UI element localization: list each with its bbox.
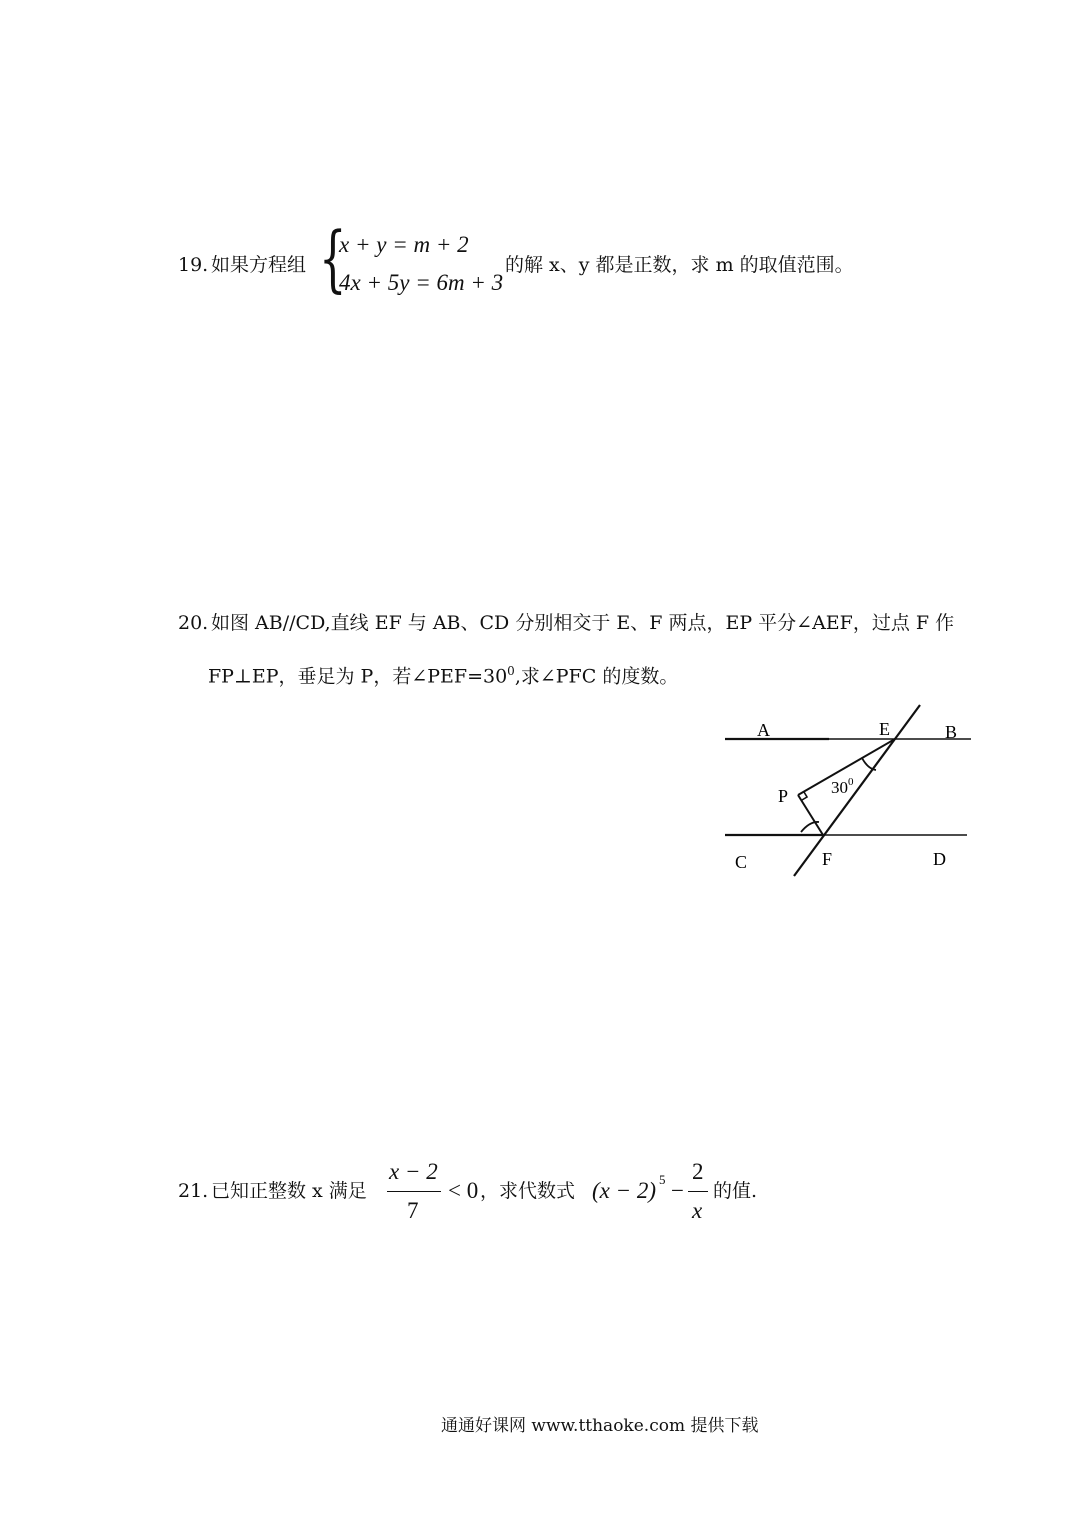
q19-equation-2: 4x + 5y = 6m + 3 <box>339 270 504 295</box>
q20-line-1: 如图 AB//CD,直线 EF 与 AB、CD 分别相交于 E、F 两点，EP 平分∠AEF，过点 F 作 <box>211 612 955 634</box>
q21-text-after: 的值. <box>713 1180 758 1202</box>
label-p: P <box>778 786 789 806</box>
label-b: B <box>945 722 958 742</box>
q21-frac-numerator: x − 2 <box>389 1159 438 1184</box>
footer-text: 通通好课网 www.tthaoke.com 提供下载 <box>441 1416 759 1436</box>
label-c: C <box>735 852 748 872</box>
q20-line-2-b: ,求∠PFC 的度数。 <box>514 665 679 688</box>
q21-expr-minus: − <box>671 1178 684 1203</box>
q21-frac2-numerator: 2 <box>692 1159 704 1184</box>
q21-frac2-denominator: x <box>692 1198 703 1223</box>
q21-expr-exponent: 5 <box>659 1172 666 1187</box>
line-ef <box>794 705 920 876</box>
q21-expr-base: (x − 2) <box>592 1178 657 1203</box>
q20-degree-sup: 0 <box>507 664 515 678</box>
label-d: D <box>933 849 946 869</box>
q21-frac-bar <box>387 1191 441 1192</box>
q19-number: 19. <box>178 254 209 276</box>
q20-figure <box>715 695 985 885</box>
q20-line-2 <box>208 665 678 686</box>
label-e: E <box>879 719 890 739</box>
q21-number: 21. <box>178 1180 209 1202</box>
q19-brace: { <box>319 216 347 300</box>
label-a: A <box>757 720 770 740</box>
q20-line-2-a: FP⊥EP，垂足为 P，若∠PEF=30 <box>208 665 508 688</box>
label-f: F <box>822 849 833 869</box>
segment-pf <box>798 795 823 835</box>
angle-sup: 0 <box>848 776 854 788</box>
q19-text-before: 如果方程组 <box>211 254 307 276</box>
q19-equation-1: x + y = m + 2 <box>339 232 469 257</box>
q21-text-before: 已知正整数 x 满足 <box>211 1180 367 1202</box>
q21-frac2-bar <box>688 1191 708 1192</box>
q21-frac-denominator: 7 <box>407 1198 419 1223</box>
q19-text-after: 的解 x、y 都是正数，求 m 的取值范围。 <box>505 254 854 276</box>
q20-number: 20. <box>178 612 209 634</box>
q21-inequality: < 0 <box>448 1178 479 1203</box>
angle-value: 30 <box>831 778 848 797</box>
angle-label <box>831 776 854 797</box>
q21-text-mid: ，求代数式 <box>480 1180 576 1202</box>
